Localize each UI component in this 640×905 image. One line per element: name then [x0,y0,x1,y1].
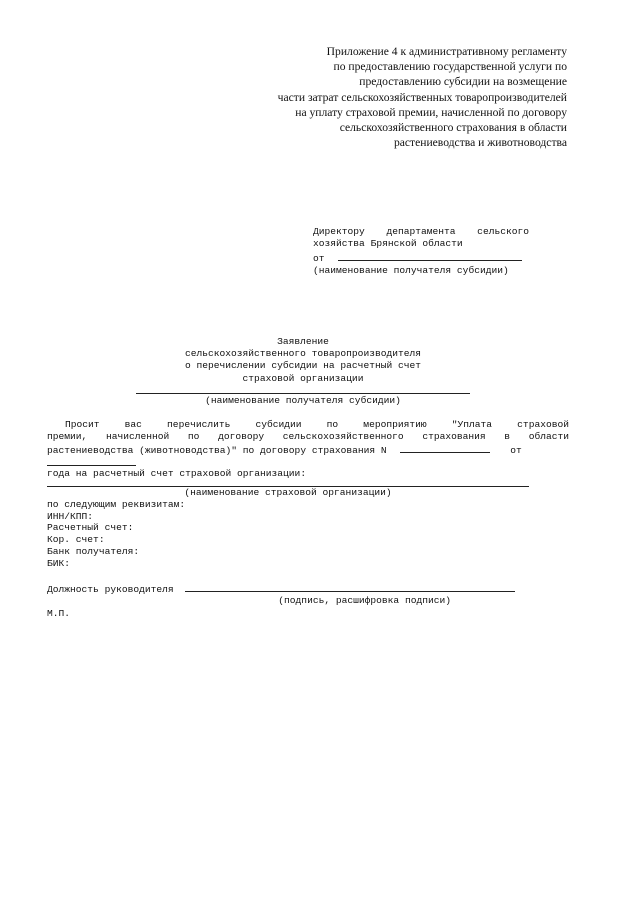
insurer-caption: (наименование страховой организации) [184,486,392,498]
addressee-from-row [313,251,529,265]
request-line: премии, начисленной по договору сельскохозяйственного страхования в области [47,430,569,442]
account-label: Расчетный счет: [47,522,134,534]
application-body [47,419,569,620]
annex-line: на уплату страховой премии, начисленной по договору [295,105,567,119]
annex-line: сельскохозяйственного страхования в области [339,121,567,135]
addressee-block [313,226,529,278]
details-intro: по следующим реквизитам: [47,498,186,510]
head-position-label: Должность руководителя [47,583,174,595]
recipient-name-line[interactable] [136,385,470,394]
title-line: страховой организации [242,372,364,384]
stamp-label: М.П. [47,608,71,620]
annex-line: растениеводства и животноводства [393,136,567,150]
contract-date-field[interactable] [47,456,136,466]
recipient-name-field[interactable] [338,251,522,261]
title-line: о перечислении субсидии на расчетный счет [184,360,422,372]
corr-account-label: Кор. счет: [47,534,105,546]
request-line: Просит вас перечислить субсидии по мероприятию "Уплата страховой [65,419,569,430]
from-caption: (наименование получателя субсидии) [313,265,509,277]
request-line: растениеводства (животноводства)" по договору страхования N [47,444,387,456]
annex-line: Приложение 4 к административному регламенту [326,45,567,58]
insurer-name-field[interactable] [47,480,529,487]
signature-caption-row [47,595,529,607]
head-position-row [47,582,569,596]
contract-from-label: от [510,444,522,456]
signature-caption: (подпись, расшифровка подписи) [278,595,451,607]
request-line: года на расчетный счет страховой организации: [47,468,307,480]
title-line: сельскохозяйственного товаропроизводителя [184,348,422,360]
contract-date-row [47,456,569,468]
bank-label: Банк получателя: [47,545,140,557]
from-label: от [313,252,325,264]
application-title [136,336,470,407]
annex-header [237,44,567,150]
annex-line: части затрат сельскохозяйственных товаропроизводителей [277,90,567,104]
annex-line: предоставлению субсидии на возмещение [359,75,567,89]
inn-kpp-label: ИНН/КПП: [47,510,94,522]
contract-number-field[interactable] [400,443,490,453]
signature-field[interactable] [185,582,515,592]
contract-row [47,443,569,457]
title-line: Заявление [277,336,329,347]
addressee-line: хозяйства Брянской области [313,238,463,250]
addressee-line: Директору департамента сельского [313,226,529,237]
recipient-caption: (наименование получателя субсидии) [205,394,401,406]
bik-label: БИК: [47,557,71,569]
annex-line: по предоставлению государственной услуги по [333,60,567,74]
